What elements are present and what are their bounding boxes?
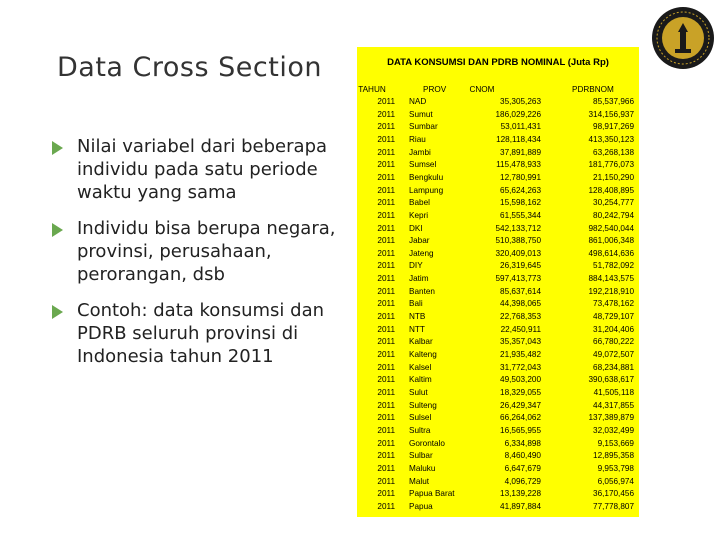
header-cnom: CNOM bbox=[469, 85, 495, 94]
cell-prov: NTB bbox=[409, 312, 426, 322]
cell-pdrbnom: 73,478,162 bbox=[593, 299, 634, 309]
cell-pdrbnom: 36,170,456 bbox=[593, 489, 634, 499]
cell-tahun: 2011 bbox=[377, 185, 395, 195]
table-row bbox=[357, 147, 639, 159]
table-row bbox=[357, 450, 639, 462]
cell-tahun: 2011 bbox=[377, 261, 395, 271]
cell-pdrbnom: 44,317,855 bbox=[593, 400, 634, 410]
cell-cnom: 35,305,263 bbox=[500, 97, 541, 106]
cell-cnom: 510,388,750 bbox=[495, 236, 541, 246]
cell-pdrbnom: 314,156,937 bbox=[588, 109, 634, 119]
table-row bbox=[357, 438, 639, 450]
cell-cnom: 6,334,898 bbox=[504, 438, 541, 448]
cell-pdrbnom: 85,537,966 bbox=[593, 97, 634, 106]
header-pdrbnom: PDRBNOM bbox=[572, 85, 614, 94]
table-row bbox=[357, 248, 639, 260]
cell-cnom: 85,637,614 bbox=[500, 286, 541, 296]
cell-cnom: 320,409,013 bbox=[495, 248, 541, 258]
cell-prov: Sulbar bbox=[409, 451, 433, 461]
table-row bbox=[357, 197, 639, 209]
cell-tahun: 2011 bbox=[377, 236, 395, 246]
table-row bbox=[357, 425, 639, 437]
table-row bbox=[357, 223, 639, 235]
header-prov: PROV bbox=[423, 85, 447, 94]
cell-pdrbnom: 884,143,575 bbox=[588, 274, 634, 284]
bullet-arrow-icon bbox=[52, 223, 63, 237]
table-row bbox=[357, 286, 639, 298]
cell-tahun: 2011 bbox=[377, 400, 395, 410]
cell-tahun: 2011 bbox=[377, 375, 395, 385]
cell-tahun: 2011 bbox=[377, 223, 395, 233]
cell-cnom: 115,478,933 bbox=[496, 160, 541, 170]
cell-pdrbnom: 49,072,507 bbox=[593, 350, 634, 359]
cell-tahun: 2011 bbox=[377, 463, 395, 473]
cell-pdrbnom: 32,032,499 bbox=[593, 425, 634, 435]
cell-cnom: 21,935,482 bbox=[500, 350, 541, 359]
cell-prov: Papua bbox=[409, 501, 433, 511]
bullet-arrow-icon bbox=[52, 141, 63, 155]
cell-pdrbnom: 98,917,269 bbox=[593, 122, 634, 132]
cell-prov: Bali bbox=[409, 299, 423, 309]
cell-prov: Malut bbox=[409, 476, 430, 486]
cell-prov: Kepri bbox=[409, 210, 429, 220]
bullet-text: Nilai variabel dari beberapa individu pada satu periode waktu yang sama bbox=[77, 136, 328, 203]
cell-prov: Kalteng bbox=[409, 350, 437, 359]
cell-cnom: 13,139,228 bbox=[500, 489, 541, 499]
cell-pdrbnom: 30,254,777 bbox=[593, 198, 634, 208]
cell-prov: Sultra bbox=[409, 425, 431, 435]
cell-cnom: 6,647,679 bbox=[504, 463, 541, 473]
cell-cnom: 26,319,645 bbox=[500, 261, 541, 271]
cell-pdrbnom: 390,638,617 bbox=[588, 375, 634, 385]
cell-prov: Riau bbox=[409, 134, 426, 144]
university-seal-icon bbox=[650, 5, 716, 71]
cell-prov: NAD bbox=[409, 97, 427, 106]
cell-prov: Sumut bbox=[409, 109, 433, 119]
cell-prov: Banten bbox=[409, 286, 435, 296]
cell-cnom: 44,398,065 bbox=[500, 299, 541, 309]
cell-tahun: 2011 bbox=[377, 134, 395, 144]
cell-tahun: 2011 bbox=[377, 160, 395, 170]
cell-tahun: 2011 bbox=[377, 210, 395, 220]
cell-tahun: 2011 bbox=[377, 286, 395, 296]
cell-tahun: 2011 bbox=[377, 109, 395, 119]
cell-pdrbnom: 31,204,406 bbox=[593, 324, 634, 334]
cell-cnom: 31,772,043 bbox=[500, 362, 541, 372]
cell-pdrbnom: 137,389,879 bbox=[588, 413, 634, 423]
cell-cnom: 37,891,889 bbox=[500, 147, 541, 157]
cell-cnom: 542,133,712 bbox=[495, 223, 541, 233]
cell-tahun: 2011 bbox=[377, 413, 395, 423]
table-row bbox=[357, 235, 639, 247]
cell-pdrbnom: 68,234,881 bbox=[593, 362, 634, 372]
table-row bbox=[357, 374, 639, 386]
table-row bbox=[357, 362, 639, 374]
cell-prov: Jatim bbox=[409, 274, 429, 284]
bullet-text: Individu bisa berupa negara, provinsi, perusahaan, perorangan, dsb bbox=[77, 218, 336, 285]
cell-prov: Bengkulu bbox=[409, 172, 444, 182]
bullet-item bbox=[52, 217, 352, 286]
table-row bbox=[357, 336, 639, 348]
table-row bbox=[357, 387, 639, 399]
cell-prov: Sulut bbox=[409, 387, 428, 397]
table-row bbox=[357, 273, 639, 285]
cell-prov: Sulsel bbox=[409, 413, 432, 423]
cell-tahun: 2011 bbox=[377, 489, 395, 499]
cell-cnom: 22,450,911 bbox=[500, 324, 541, 334]
table-header-row bbox=[357, 84, 639, 96]
table-row bbox=[357, 185, 639, 197]
cell-prov: Gorontalo bbox=[409, 438, 445, 448]
cell-tahun: 2011 bbox=[377, 312, 395, 322]
table-row bbox=[357, 324, 639, 336]
cell-pdrbnom: 192,218,910 bbox=[588, 286, 634, 296]
cell-prov: Jateng bbox=[409, 248, 434, 258]
table-row bbox=[357, 412, 639, 424]
cell-tahun: 2011 bbox=[377, 122, 395, 132]
cell-prov: DIY bbox=[409, 261, 423, 271]
table-row bbox=[357, 298, 639, 310]
bullet-text: Contoh: data konsumsi dan PDRB seluruh provinsi di Indonesia tahun 2011 bbox=[77, 300, 325, 367]
table-row bbox=[357, 349, 639, 361]
cell-pdrbnom: 982,540,044 bbox=[588, 223, 634, 233]
cell-pdrbnom: 498,614,636 bbox=[588, 248, 634, 258]
table-title: DATA KONSUMSI DAN PDRB NOMINAL (Juta Rp) bbox=[387, 57, 609, 68]
table-row bbox=[357, 109, 639, 121]
cell-tahun: 2011 bbox=[377, 387, 395, 397]
cell-tahun: 2011 bbox=[377, 438, 395, 448]
cell-cnom: 16,565,955 bbox=[500, 425, 541, 435]
cell-cnom: 41,897,884 bbox=[500, 501, 541, 511]
bullet-arrow-icon bbox=[52, 305, 63, 319]
cell-cnom: 61,555,344 bbox=[500, 210, 541, 220]
bullet-item bbox=[52, 299, 352, 368]
cell-tahun: 2011 bbox=[377, 97, 395, 106]
cell-prov: DKI bbox=[409, 223, 423, 233]
cell-tahun: 2011 bbox=[377, 248, 395, 258]
cell-tahun: 2011 bbox=[377, 362, 395, 372]
cell-prov: Babel bbox=[409, 198, 430, 208]
cell-tahun: 2011 bbox=[377, 337, 395, 347]
cell-cnom: 186,029,226 bbox=[495, 109, 541, 119]
cell-tahun: 2011 bbox=[377, 147, 395, 157]
data-table-panel bbox=[357, 47, 639, 517]
slide-title: Data Cross Section bbox=[57, 52, 322, 83]
table-row bbox=[357, 476, 639, 488]
cell-cnom: 26,429,347 bbox=[500, 400, 541, 410]
cell-pdrbnom: 6,056,974 bbox=[597, 476, 634, 486]
cell-tahun: 2011 bbox=[377, 451, 395, 461]
table-row bbox=[357, 134, 639, 146]
cell-cnom: 18,329,055 bbox=[500, 387, 541, 397]
cell-pdrbnom: 63,268,138 bbox=[593, 147, 634, 157]
cell-tahun: 2011 bbox=[377, 501, 395, 511]
cell-cnom: 597,413,773 bbox=[495, 274, 541, 284]
bullet-item bbox=[52, 135, 352, 204]
cell-prov: Kalsel bbox=[409, 362, 432, 372]
table-row bbox=[357, 96, 639, 108]
cell-pdrbnom: 12,895,358 bbox=[593, 451, 634, 461]
cell-tahun: 2011 bbox=[377, 350, 395, 359]
cell-prov: Kaltim bbox=[409, 375, 432, 385]
cell-pdrbnom: 51,782,092 bbox=[593, 261, 634, 271]
cell-pdrbnom: 128,408,895 bbox=[588, 185, 634, 195]
table-row bbox=[357, 172, 639, 184]
cell-pdrbnom: 66,780,222 bbox=[593, 337, 634, 347]
cell-pdrbnom: 9,153,669 bbox=[597, 438, 634, 448]
cell-prov: Sumsel bbox=[409, 160, 437, 170]
cell-prov: Sulteng bbox=[409, 400, 437, 410]
bullet-list bbox=[52, 135, 352, 381]
cell-tahun: 2011 bbox=[377, 425, 395, 435]
cell-prov: Jabar bbox=[409, 236, 430, 246]
table-row bbox=[357, 501, 639, 513]
cell-prov: NTT bbox=[409, 324, 425, 334]
cell-tahun: 2011 bbox=[377, 274, 395, 284]
cell-cnom: 128,118,434 bbox=[496, 134, 541, 144]
cell-tahun: 2011 bbox=[377, 324, 395, 334]
cell-cnom: 35,357,043 bbox=[500, 337, 541, 347]
cell-prov: Papua Barat bbox=[409, 489, 455, 499]
cell-pdrbnom: 861,006,348 bbox=[588, 236, 634, 246]
cell-pdrbnom: 77,778,807 bbox=[593, 501, 634, 511]
table-row bbox=[357, 159, 639, 171]
cell-prov: Kalbar bbox=[409, 337, 433, 347]
cell-prov: Jambi bbox=[409, 147, 431, 157]
table-row bbox=[357, 463, 639, 475]
cell-pdrbnom: 41,505,118 bbox=[593, 387, 634, 397]
cell-prov: Maluku bbox=[409, 463, 436, 473]
cell-tahun: 2011 bbox=[377, 172, 395, 182]
cell-cnom: 65,624,263 bbox=[500, 185, 541, 195]
cell-prov: Sumbar bbox=[409, 122, 438, 132]
table-row bbox=[357, 121, 639, 133]
cell-cnom: 49,503,200 bbox=[500, 375, 541, 385]
cell-cnom: 22,768,353 bbox=[500, 312, 541, 322]
cell-tahun: 2011 bbox=[377, 198, 395, 208]
table-row bbox=[357, 488, 639, 500]
cell-cnom: 12,780,991 bbox=[500, 172, 541, 182]
table-row bbox=[357, 311, 639, 323]
cell-cnom: 4,096,729 bbox=[504, 476, 541, 486]
header-tahun: TAHUN bbox=[358, 85, 386, 94]
cell-prov: Lampung bbox=[409, 185, 444, 195]
cell-pdrbnom: 181,776,073 bbox=[588, 160, 634, 170]
cell-cnom: 8,460,490 bbox=[504, 451, 541, 461]
cell-pdrbnom: 9,953,798 bbox=[597, 463, 634, 473]
cell-pdrbnom: 48,729,107 bbox=[593, 312, 634, 322]
cell-pdrbnom: 21,150,290 bbox=[593, 172, 634, 182]
cell-pdrbnom: 80,242,794 bbox=[593, 210, 634, 220]
cell-pdrbnom: 413,350,123 bbox=[588, 134, 634, 144]
table-row bbox=[357, 260, 639, 272]
cell-tahun: 2011 bbox=[377, 476, 395, 486]
cell-cnom: 66,264,062 bbox=[500, 413, 541, 423]
cell-cnom: 15,598,162 bbox=[500, 198, 541, 208]
table-row bbox=[357, 400, 639, 412]
cell-cnom: 53,011,431 bbox=[500, 122, 541, 132]
table-row bbox=[357, 210, 639, 222]
cell-tahun: 2011 bbox=[377, 299, 395, 309]
